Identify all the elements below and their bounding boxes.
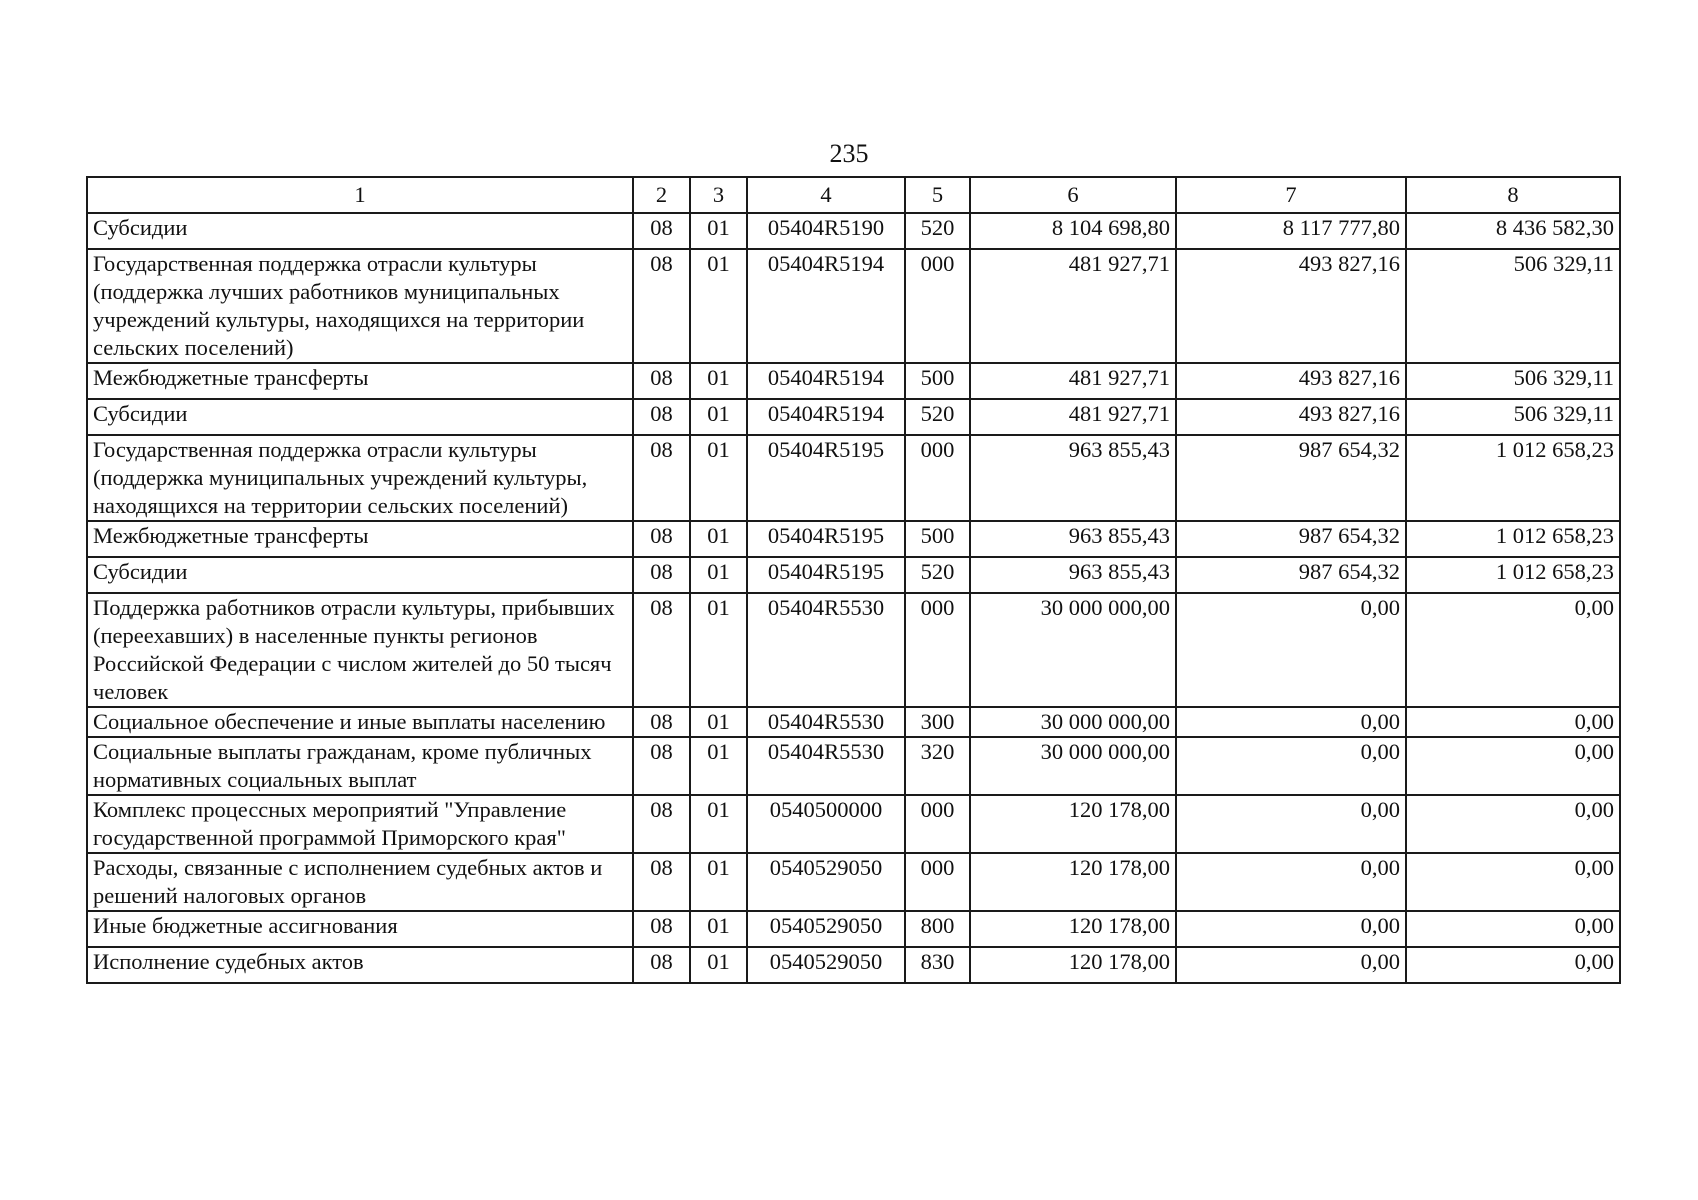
amount-year-2: 8 117 777,80	[1176, 213, 1406, 249]
budget-table	[86, 176, 1621, 984]
table-row	[87, 593, 1620, 707]
column-header: 5	[905, 177, 970, 213]
expense-type-code: 000	[905, 249, 970, 363]
amount-year-3: 0,00	[1406, 737, 1620, 795]
amount-year-3: 8 436 582,30	[1406, 213, 1620, 249]
amount-year-1: 30 000 000,00	[970, 593, 1176, 707]
table-row	[87, 249, 1620, 363]
amount-year-2: 0,00	[1176, 911, 1406, 947]
section-code: 08	[633, 521, 690, 557]
subsection-code: 01	[690, 707, 747, 737]
table-row	[87, 795, 1620, 853]
amount-year-1: 963 855,43	[970, 521, 1176, 557]
row-name: Социальные выплаты гражданам, кроме публичных нормативных социальных выплат	[87, 737, 633, 795]
amount-year-3: 1 012 658,23	[1406, 557, 1620, 593]
expense-type-code: 000	[905, 593, 970, 707]
target-article-code: 05404R5190	[747, 213, 905, 249]
column-header: 8	[1406, 177, 1620, 213]
subsection-code: 01	[690, 853, 747, 911]
subsection-code: 01	[690, 795, 747, 853]
amount-year-1: 120 178,00	[970, 853, 1176, 911]
target-article-code: 05404R5530	[747, 737, 905, 795]
section-code: 08	[633, 853, 690, 911]
row-name: Поддержка работников отрасли культуры, прибывших (переехавших) в населенные пункты регионов Российской Федерации с числом жителей до 50 тысяч человек	[87, 593, 633, 707]
row-name: Исполнение судебных актов	[87, 947, 633, 983]
row-name: Государственная поддержка отрасли культуры (поддержка муниципальных учреждений культуры, находящихся на территории сельских поселений)	[87, 435, 633, 521]
target-article-code: 05404R5194	[747, 363, 905, 399]
subsection-code: 01	[690, 213, 747, 249]
section-code: 08	[633, 911, 690, 947]
amount-year-1: 120 178,00	[970, 795, 1176, 853]
amount-year-1: 120 178,00	[970, 947, 1176, 983]
amount-year-2: 987 654,32	[1176, 557, 1406, 593]
amount-year-3: 0,00	[1406, 593, 1620, 707]
amount-year-1: 481 927,71	[970, 399, 1176, 435]
amount-year-3: 506 329,11	[1406, 399, 1620, 435]
table-row	[87, 947, 1620, 983]
section-code: 08	[633, 707, 690, 737]
target-article-code: 05404R5195	[747, 435, 905, 521]
expense-type-code: 520	[905, 213, 970, 249]
amount-year-2: 0,00	[1176, 853, 1406, 911]
subsection-code: 01	[690, 947, 747, 983]
row-name: Комплекс процессных мероприятий "Управление государственной программой Приморского края"	[87, 795, 633, 853]
row-name: Субсидии	[87, 399, 633, 435]
table-row	[87, 435, 1620, 521]
amount-year-3: 0,00	[1406, 853, 1620, 911]
amount-year-1: 963 855,43	[970, 557, 1176, 593]
section-code: 08	[633, 363, 690, 399]
expense-type-code: 520	[905, 557, 970, 593]
target-article-code: 0540500000	[747, 795, 905, 853]
subsection-code: 01	[690, 911, 747, 947]
amount-year-2: 493 827,16	[1176, 399, 1406, 435]
amount-year-1: 481 927,71	[970, 249, 1176, 363]
expense-type-code: 300	[905, 707, 970, 737]
table-body	[87, 213, 1620, 983]
amount-year-3: 0,00	[1406, 911, 1620, 947]
table-row	[87, 911, 1620, 947]
section-code: 08	[633, 795, 690, 853]
target-article-code: 05404R5195	[747, 521, 905, 557]
amount-year-1: 481 927,71	[970, 363, 1176, 399]
target-article-code: 0540529050	[747, 947, 905, 983]
amount-year-1: 8 104 698,80	[970, 213, 1176, 249]
expense-type-code: 830	[905, 947, 970, 983]
subsection-code: 01	[690, 557, 747, 593]
amount-year-2: 493 827,16	[1176, 363, 1406, 399]
row-name: Субсидии	[87, 213, 633, 249]
amount-year-3: 1 012 658,23	[1406, 521, 1620, 557]
expense-type-code: 500	[905, 521, 970, 557]
column-header: 7	[1176, 177, 1406, 213]
column-header: 2	[633, 177, 690, 213]
amount-year-1: 30 000 000,00	[970, 707, 1176, 737]
table-row	[87, 557, 1620, 593]
subsection-code: 01	[690, 435, 747, 521]
page-number: 235	[829, 139, 869, 168]
expense-type-code: 320	[905, 737, 970, 795]
expense-type-code: 500	[905, 363, 970, 399]
table-header	[87, 177, 1620, 213]
expense-type-code: 000	[905, 853, 970, 911]
subsection-code: 01	[690, 593, 747, 707]
amount-year-2: 987 654,32	[1176, 521, 1406, 557]
subsection-code: 01	[690, 521, 747, 557]
subsection-code: 01	[690, 737, 747, 795]
expense-type-code: 800	[905, 911, 970, 947]
amount-year-2: 0,00	[1176, 707, 1406, 737]
subsection-code: 01	[690, 249, 747, 363]
target-article-code: 05404R5530	[747, 707, 905, 737]
target-article-code: 0540529050	[747, 911, 905, 947]
row-name: Государственная поддержка отрасли культуры (поддержка лучших работников муниципальных учреждений культуры, находящихся на территории сельских поселений)	[87, 249, 633, 363]
subsection-code: 01	[690, 363, 747, 399]
amount-year-2: 493 827,16	[1176, 249, 1406, 363]
row-name: Иные бюджетные ассигнования	[87, 911, 633, 947]
amount-year-3: 506 329,11	[1406, 249, 1620, 363]
target-article-code: 0540529050	[747, 853, 905, 911]
subsection-code: 01	[690, 399, 747, 435]
amount-year-3: 1 012 658,23	[1406, 435, 1620, 521]
amount-year-3: 0,00	[1406, 947, 1620, 983]
table-row	[87, 707, 1620, 737]
table-row	[87, 399, 1620, 435]
target-article-code: 05404R5530	[747, 593, 905, 707]
table-row	[87, 853, 1620, 911]
amount-year-2: 0,00	[1176, 795, 1406, 853]
column-header: 3	[690, 177, 747, 213]
amount-year-3: 0,00	[1406, 707, 1620, 737]
amount-year-3: 506 329,11	[1406, 363, 1620, 399]
amount-year-2: 987 654,32	[1176, 435, 1406, 521]
table-row	[87, 213, 1620, 249]
column-header: 6	[970, 177, 1176, 213]
section-code: 08	[633, 737, 690, 795]
row-name: Субсидии	[87, 557, 633, 593]
table-row	[87, 737, 1620, 795]
table-row	[87, 363, 1620, 399]
expense-type-code: 520	[905, 399, 970, 435]
section-code: 08	[633, 435, 690, 521]
row-name: Межбюджетные трансферты	[87, 363, 633, 399]
amount-year-2: 0,00	[1176, 947, 1406, 983]
column-header: 1	[87, 177, 633, 213]
target-article-code: 05404R5194	[747, 249, 905, 363]
row-name: Межбюджетные трансферты	[87, 521, 633, 557]
section-code: 08	[633, 947, 690, 983]
section-code: 08	[633, 557, 690, 593]
target-article-code: 05404R5194	[747, 399, 905, 435]
section-code: 08	[633, 213, 690, 249]
amount-year-1: 30 000 000,00	[970, 737, 1176, 795]
section-code: 08	[633, 249, 690, 363]
row-name: Социальное обеспечение и иные выплаты населению	[87, 707, 633, 737]
section-code: 08	[633, 399, 690, 435]
row-name: Расходы, связанные с исполнением судебных актов и решений налоговых органов	[87, 853, 633, 911]
amount-year-1: 120 178,00	[970, 911, 1176, 947]
expense-type-code: 000	[905, 795, 970, 853]
amount-year-2: 0,00	[1176, 593, 1406, 707]
amount-year-1: 963 855,43	[970, 435, 1176, 521]
amount-year-3: 0,00	[1406, 795, 1620, 853]
column-header: 4	[747, 177, 905, 213]
table-row	[87, 521, 1620, 557]
amount-year-2: 0,00	[1176, 737, 1406, 795]
expense-type-code: 000	[905, 435, 970, 521]
section-code: 08	[633, 593, 690, 707]
target-article-code: 05404R5195	[747, 557, 905, 593]
